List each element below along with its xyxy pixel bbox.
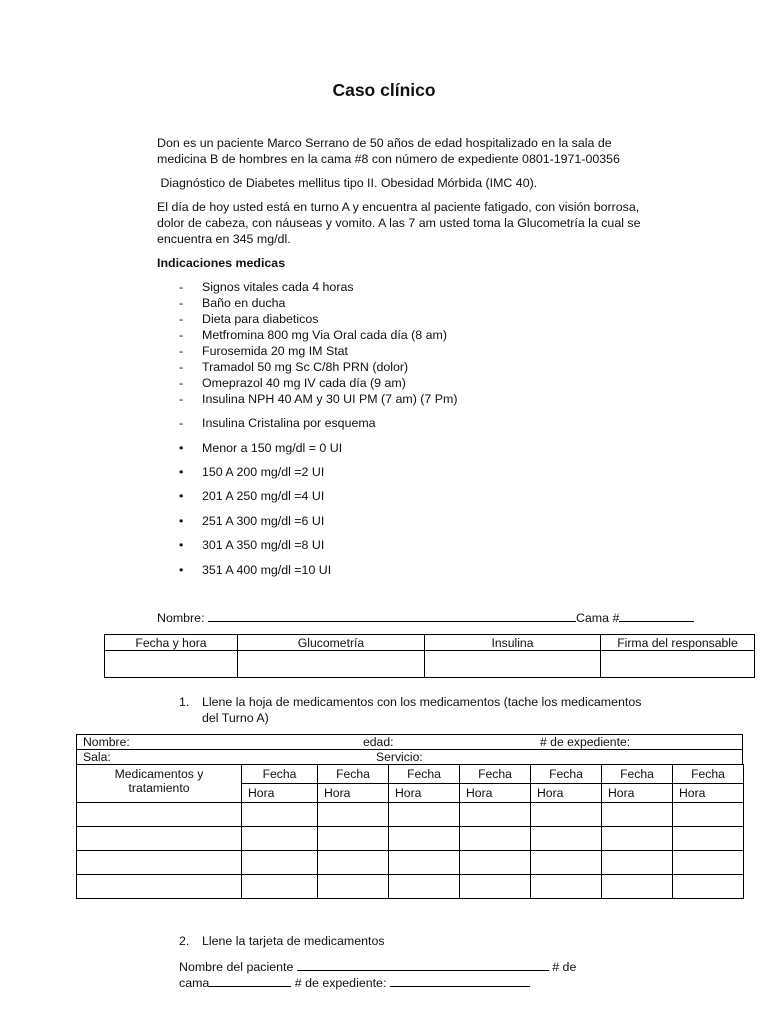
insulin-scale-item — [179, 465, 324, 479]
task-text: del Turno A) — [202, 711, 269, 725]
bed-blank[interactable] — [619, 610, 694, 622]
table-cell[interactable] — [460, 827, 531, 851]
situation-line: encuentra en 345 mg/dl. — [157, 232, 291, 246]
time-header: Hora — [602, 784, 673, 803]
table-cell[interactable] — [242, 875, 318, 899]
ward-label: Sala: — [83, 750, 111, 764]
date-header: Fecha — [389, 765, 460, 784]
time-header: Hora — [460, 784, 531, 803]
table-cell[interactable] — [602, 851, 673, 875]
table-cell[interactable] — [460, 875, 531, 899]
table-cell[interactable] — [531, 827, 602, 851]
dash-marker: - — [179, 280, 184, 294]
table-row — [77, 875, 744, 899]
dash-marker: - — [179, 376, 184, 390]
indication-text: Insulina Cristalina por esquema — [202, 416, 376, 430]
table-cell[interactable] — [602, 827, 673, 851]
indication-text: Furosemida 20 mg IM Stat — [202, 344, 348, 358]
table-cell[interactable] — [389, 803, 460, 827]
bed-label: # de — [548, 960, 577, 974]
indication-item — [179, 360, 408, 374]
bullet-marker: • — [179, 514, 184, 528]
table-cell[interactable] — [389, 875, 460, 899]
intro-paragraph — [157, 135, 717, 167]
column-header: Firma del responsable — [601, 635, 755, 651]
table-header-row — [105, 635, 755, 651]
meds-header-line: tratamiento — [128, 781, 190, 795]
table-cell[interactable] — [77, 875, 242, 899]
dash-marker: - — [179, 344, 184, 358]
bed-label: cama — [179, 976, 210, 990]
situation-paragraph — [157, 199, 717, 247]
patient-name-label: Nombre del paciente — [179, 960, 297, 974]
sheet-row — [77, 750, 743, 765]
date-header: Fecha — [318, 765, 389, 784]
record-label: # de expediente: — [291, 976, 390, 990]
task2-instruction — [179, 934, 385, 948]
name-blank[interactable] — [208, 610, 576, 622]
indication-text: Dieta para diabeticos — [202, 312, 319, 326]
dash-marker: - — [179, 416, 184, 430]
age-label: edad: — [363, 735, 394, 749]
indications-heading: Indicaciones medicas — [157, 256, 286, 270]
table-cell[interactable] — [105, 651, 238, 678]
indication-text: Signos vitales cada 4 horas — [202, 280, 354, 294]
table-cell[interactable] — [318, 851, 389, 875]
name-label: Nombre: — [83, 735, 130, 749]
indication-item — [179, 344, 348, 358]
table-cell[interactable] — [460, 851, 531, 875]
intro-line: medicina B de hombres en la cama #8 con número de expediente 0801-1971-00356 — [157, 152, 620, 166]
meds-header-line: Medicamentos y — [114, 767, 204, 781]
diagnosis-text: Diagnóstico de Diabetes mellitus tipo II. Obesidad Mórbida (IMC 40). — [157, 176, 538, 190]
medication-sheet-header — [76, 734, 743, 765]
task-text: Llene la tarjeta de medicamentos — [202, 934, 385, 948]
indication-text: Tramadol 50 mg Sc C/8h PRN (dolor) — [202, 360, 409, 374]
table-cell[interactable] — [460, 803, 531, 827]
table-cell[interactable] — [673, 851, 744, 875]
name-label: Nombre: — [157, 611, 208, 625]
table-cell[interactable] — [425, 651, 601, 678]
patient-name-blank[interactable] — [297, 959, 549, 971]
card-patient-line — [179, 959, 576, 974]
sheet-patient-row — [77, 735, 743, 750]
scale-text: 351 A 400 mg/dl =10 UI — [202, 563, 332, 577]
scale-text: 201 A 250 mg/dl =4 UI — [202, 489, 325, 503]
table-cell[interactable] — [389, 851, 460, 875]
page-title: Caso clínico — [332, 80, 436, 100]
table-cell[interactable] — [77, 803, 242, 827]
situation-line: El día de hoy usted está en turno A y encuentra al paciente fatigado, con visión borrosa, — [157, 200, 640, 214]
indication-text: Baño en ducha — [202, 296, 286, 310]
task1-instruction — [179, 694, 641, 726]
indication-item — [179, 376, 406, 390]
table-cell[interactable] — [389, 827, 460, 851]
insulin-scale-item — [179, 514, 324, 528]
insulin-scale-item — [179, 441, 342, 455]
scale-text: Menor a 150 mg/dl = 0 UI — [202, 441, 343, 455]
indication-text: Metfromina 800 mg Via Oral cada día (8 am) — [202, 328, 447, 342]
sheet-ward-row — [77, 750, 743, 765]
bullet-marker: • — [179, 441, 184, 455]
indication-item — [179, 280, 354, 294]
table-row — [77, 803, 744, 827]
date-header: Fecha — [242, 765, 318, 784]
table-cell[interactable] — [318, 803, 389, 827]
table-cell[interactable] — [318, 827, 389, 851]
table-row — [105, 651, 755, 678]
date-header-row — [77, 765, 744, 784]
time-header: Hora — [673, 784, 744, 803]
scale-text: 301 A 350 mg/dl =8 UI — [202, 538, 325, 552]
scale-text: 150 A 200 mg/dl =2 UI — [202, 465, 325, 479]
table-cell[interactable] — [242, 827, 318, 851]
meds-header — [77, 765, 242, 803]
table-cell[interactable] — [531, 875, 602, 899]
table-cell[interactable] — [602, 875, 673, 899]
table-cell[interactable] — [238, 651, 425, 678]
sheet-row — [77, 735, 743, 750]
glucose-form-name-line — [157, 610, 694, 625]
indication-text: Insulina NPH 40 AM y 30 UI PM (7 am) (7 Pm) — [202, 392, 458, 406]
dash-marker: - — [179, 312, 184, 326]
indication-item — [179, 416, 376, 430]
table-cell[interactable] — [673, 827, 744, 851]
record-blank[interactable] — [390, 975, 530, 987]
bullet-marker: • — [179, 489, 184, 503]
date-header: Fecha — [673, 765, 744, 784]
bed-blank[interactable] — [209, 975, 291, 987]
situation-line: dolor de cabeza, con náuseas y vomito. A las 7 am usted toma la Glucometría la cual se — [157, 216, 641, 230]
date-header: Fecha — [531, 765, 602, 784]
scale-text: 251 A 300 mg/dl =6 UI — [202, 514, 325, 528]
record-label: # de expediente: — [540, 735, 631, 749]
table-cell[interactable] — [673, 803, 744, 827]
column-header: Insulina — [425, 635, 601, 651]
table-cell[interactable] — [242, 803, 318, 827]
intro-line: Don es un paciente Marco Serrano de 50 años de edad hospitalizado en la sala de — [157, 136, 612, 150]
indication-item — [179, 312, 318, 326]
time-header: Hora — [242, 784, 318, 803]
time-header: Hora — [389, 784, 460, 803]
task-number: 1. — [179, 695, 190, 709]
insulin-scale-item — [179, 563, 331, 577]
service-label: Servicio: — [376, 750, 423, 764]
medication-sheet-grid — [76, 764, 744, 899]
table-cell[interactable] — [77, 827, 242, 851]
insulin-scale-item — [179, 489, 324, 503]
date-header: Fecha — [602, 765, 673, 784]
table-cell[interactable] — [673, 875, 744, 899]
table-row — [77, 827, 744, 851]
table-cell[interactable] — [242, 851, 318, 875]
indication-item — [179, 392, 457, 406]
date-header: Fecha — [460, 765, 531, 784]
indication-item — [179, 328, 447, 342]
task-text: Llene la hoja de medicamentos con los medicamentos (tache los medicamentos — [202, 695, 642, 709]
table-row — [77, 851, 744, 875]
indication-text: Omeprazol 40 mg IV cada día (9 am) — [202, 376, 406, 390]
table-cell[interactable] — [601, 651, 755, 678]
dash-marker: - — [179, 296, 184, 310]
dash-marker: - — [179, 360, 184, 374]
table-cell[interactable] — [531, 803, 602, 827]
bullet-marker: • — [179, 563, 184, 577]
dash-marker: - — [179, 328, 184, 342]
bed-label: Cama # — [575, 611, 620, 625]
table-cell[interactable] — [77, 851, 242, 875]
dash-marker: - — [179, 392, 184, 406]
column-header: Fecha y hora — [105, 635, 238, 651]
glucose-table — [104, 634, 755, 678]
column-header: Glucometría — [238, 635, 425, 651]
table-cell[interactable] — [602, 803, 673, 827]
task-number: 2. — [179, 934, 190, 948]
bullet-marker: • — [179, 465, 184, 479]
card-bed-line — [179, 975, 530, 990]
indication-item — [179, 296, 285, 310]
time-header: Hora — [318, 784, 389, 803]
table-cell[interactable] — [531, 851, 602, 875]
bullet-marker: • — [179, 538, 184, 552]
table-cell[interactable] — [318, 875, 389, 899]
insulin-scale-item — [179, 538, 324, 552]
time-header: Hora — [531, 784, 602, 803]
